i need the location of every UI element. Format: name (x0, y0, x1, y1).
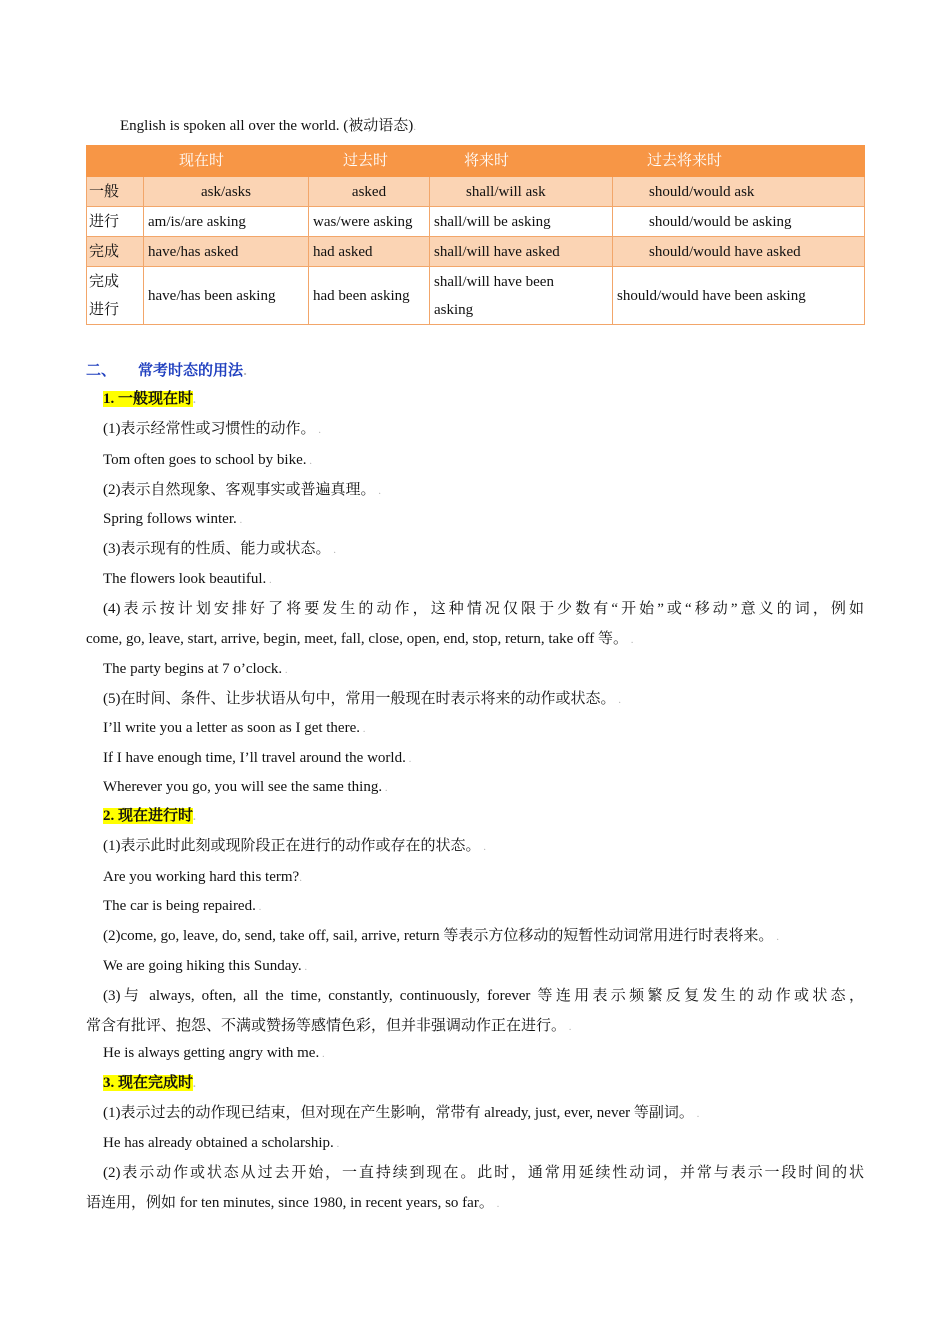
example-line: The party begins at 7 o’clock. . (103, 661, 288, 677)
example-line: Are you working hard this term?. (103, 869, 302, 885)
text-line: (1)表示此时此刻或现阶段正在进行的动作或存在的状态。 . (103, 838, 486, 854)
subheading-present-simple: 1. 一般现在时. (103, 391, 196, 407)
table-cell: have/has been asking (144, 267, 309, 325)
row-label: 进行 (87, 207, 144, 237)
table-header-row (87, 146, 865, 177)
table-cell: asked (309, 177, 430, 207)
header-cell-blank (87, 146, 144, 177)
table-row (87, 237, 865, 267)
paragraph-wrapped: (3)与 always, often, all the time, constantly, continuously, forever 等连用表示频繁反复发生的动作或状态， 常含有批评、抱怨、不满或赞扬等感情色彩，但并非强调动作正在进行。 . (86, 988, 864, 1034)
subheading-present-perfect: 3. 现在完成时. (103, 1075, 196, 1091)
table-cell: shall/will have been asking (430, 267, 613, 325)
header-cell-past: 过去时 (309, 146, 430, 177)
row-label: 完成 进行 (87, 267, 144, 325)
text-line: (3)表示现有的性质、能力或状态。 . (103, 541, 336, 557)
table-cell: should/would have been asking (613, 267, 865, 325)
table-cell: should/would be asking (613, 207, 865, 237)
example-line: I’ll write you a letter as soon as I get there. . (103, 720, 366, 736)
table-cell: have/has asked (144, 237, 309, 267)
header-cell-past-future: 过去将来时 (613, 146, 865, 177)
example-line: He is always getting angry with me. . (103, 1045, 325, 1061)
header-cell-present: 现在时 (144, 146, 309, 177)
row-label: 完成 (87, 237, 144, 267)
text-line: (1)表示过去的动作现已结束，但对现在产生影响，常带有 already, just, ever, never 等副词。 . (103, 1105, 700, 1121)
section-title: 常考时态的用法 (138, 361, 244, 379)
table-cell: shall/will be asking (430, 207, 613, 237)
header-cell-future: 将来时 (430, 146, 613, 177)
table-cell: should/would ask (613, 177, 865, 207)
table-row (87, 177, 865, 207)
text-line: (2)表示自然现象、客观事实或普遍真理。 . (103, 482, 381, 498)
table-cell: shall/will ask (430, 177, 613, 207)
table-cell: had asked (309, 237, 430, 267)
paragraph-wrapped: (4)表示按计划安排好了将要发生的动作，这种情况仅限于少数有“开始”或“移动”意义的词，例如 come, go, leave, start, arrive, begin, meet, fall, close, open, end, stop, return, take off 等。 . (86, 601, 864, 647)
row-label: 一般 (87, 177, 144, 207)
intro-line: English is spoken all over the world. (被动语态). (120, 118, 417, 134)
subheading-present-continuous: 2. 现在进行时. (103, 808, 196, 824)
intro-text: English is spoken all over the world. (被动语态) (120, 118, 414, 134)
tense-voice-table (86, 145, 865, 325)
section-heading: 二、 常考时态的用法. (86, 361, 248, 379)
example-line: We are going hiking this Sunday. . (103, 958, 308, 974)
example-line: He has already obtained a scholarship. . (103, 1135, 340, 1151)
example-line: Spring follows winter. . (103, 511, 243, 527)
paragraph-wrapped: (2)表示动作或状态从过去开始，一直持续到现在。此时，通常用延续性动词，并常与表示一段时间的状 语连用，例如 for ten minutes, since 1980, in recent years, so far。 . (86, 1165, 864, 1211)
table-cell: shall/will have asked (430, 237, 613, 267)
table-cell: had been asking (309, 267, 430, 325)
section-number: 二、 (86, 361, 117, 379)
table-cell: am/is/are asking (144, 207, 309, 237)
example-line: The flowers look beautiful. . (103, 571, 272, 587)
text-line: (2)come, go, leave, do, send, take off, sail, arrive, return 等表示方位移动的短暂性动词常用进行时表将来。 . (103, 928, 779, 944)
text-line: (1)表示经常性或习惯性的动作。 . (103, 421, 321, 437)
table-cell: was/were asking (309, 207, 430, 237)
table-row (87, 207, 865, 237)
table-cell: should/would have asked (613, 237, 865, 267)
table-row (87, 267, 865, 325)
example-line: Tom often goes to school by bike. . (103, 452, 313, 468)
example-line: If I have enough time, I’ll travel around the world. . (103, 750, 412, 766)
example-line: Wherever you go, you will see the same thing. . (103, 779, 388, 795)
text-line: (5)在时间、条件、让步状语从句中，常用一般现在时表示将来的动作或状态。 . (103, 691, 621, 707)
example-line: The car is being repaired. . (103, 898, 262, 914)
table-cell: ask/asks (144, 177, 309, 207)
